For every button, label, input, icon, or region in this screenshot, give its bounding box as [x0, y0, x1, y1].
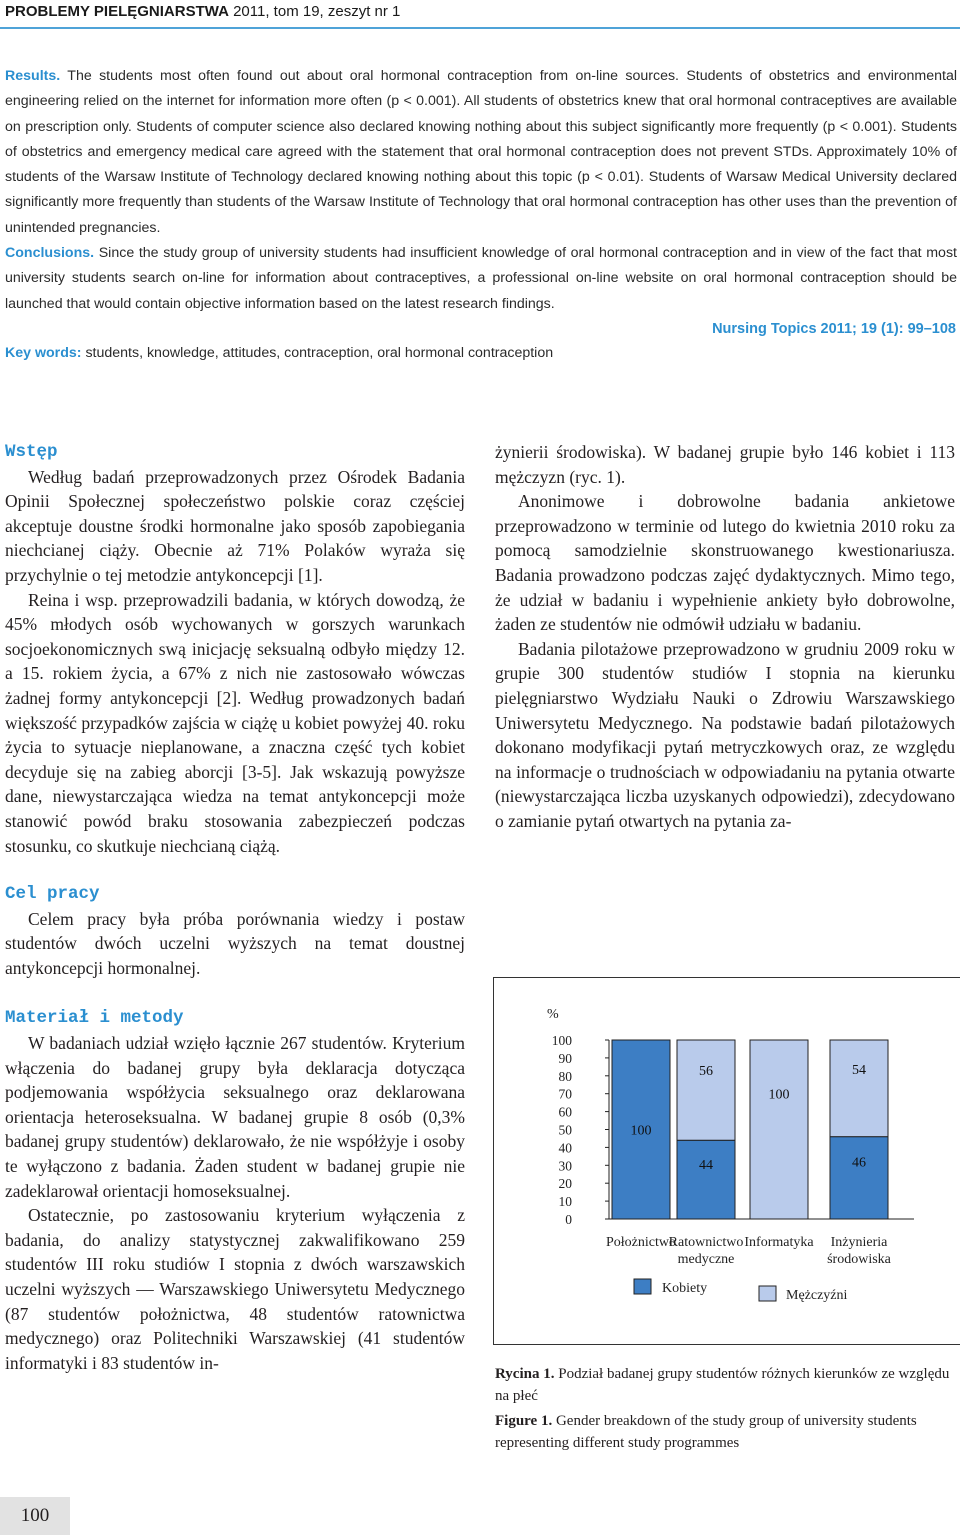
caption-en: [495, 1411, 957, 1454]
y-tick-label: 70: [558, 1086, 572, 1102]
y-tick-label: 100: [551, 1033, 572, 1048]
x-category-label: Położnictwo: [606, 1235, 676, 1250]
paragraph: W badaniach udział wzięło łącznie 267 studentów. Kryterium włączenia do badanej grupy była deklaracja dotycząca podjemowania współżycia seksualnego oraz deklarowana orientacja heteroseksualna. W badanej grupie 8 osób (0,3% badanej grupy studentów) deklarowało, że nie współżyje i osoby te wyłączono z badania. Żaden student w badanej grupie nie zadeklarował orientacji homoseksualnej.: [5, 1033, 465, 1201]
page-number: 100: [0, 1497, 70, 1535]
left-column: [5, 440, 465, 1375]
y-tick-label: 60: [558, 1104, 572, 1120]
journal-title: [5, 3, 400, 20]
results-label: Results.: [5, 68, 61, 84]
bar-kobiety: [830, 1137, 888, 1219]
y-tick-label: 40: [558, 1140, 572, 1156]
keywords-label: Key words:: [5, 345, 82, 361]
legend-label: Kobiety: [662, 1281, 708, 1296]
legend-label: Mężczyźni: [786, 1288, 848, 1303]
legend-swatch-mezczyzni: [759, 1286, 776, 1301]
x-category-label: medyczne: [677, 1252, 735, 1267]
abstract: [5, 64, 957, 317]
conclusions-text: Since the study group of university students had insufficient knowledge of oral hormonal contraception and in view of the fact that most university students search on-line for information about contraceptives, a professional on-line website on oral hormonal contraception should be launched that would contain objective information based on the latest research findings.: [5, 245, 957, 312]
bar-value-label: 54: [852, 1062, 866, 1078]
paragraph: Według badań przeprowadzonych przez Ośrodek Badania Opinii Społecznej społeczeństwo polskie coraz częściej akceptuje doustne środki hormonalne jako sposób zapobiegania niechcianej ciąży. Obecnie aż 71% Polaków wyraża się przychylnie o tej metodzie antykoncepcji [1].: [5, 466, 465, 585]
y-tick-label: 90: [558, 1050, 572, 1066]
bar-value-label: 100: [768, 1087, 790, 1103]
conclusions-label: Conclusions.: [5, 245, 95, 262]
paragraph: Anonimowe i dobrowolne badania ankietowe przeprowadzono w terminie od lutego do kwietnia 2010 roku za pomocą samodzielnie skonstruowanego kwestionariusza. Badania prowadzono podczas zajęć dydaktycznych. Mimo tego, że udział w badaniu i wypełnienie ankiety było dobrowolne, żaden ze studentów nie odmówił udziału w badaniu.: [495, 491, 955, 635]
caption-pl: [495, 1364, 957, 1407]
bar-mężczyźni: [750, 1040, 808, 1219]
y-tick-label: 0: [565, 1212, 572, 1227]
bar-value-label: 56: [699, 1064, 713, 1080]
caption-pl-label: Rycina 1.: [495, 1366, 555, 1382]
y-tick-label: 10: [558, 1194, 572, 1210]
caption-en-label: Figure 1.: [495, 1413, 553, 1429]
section-title-wstep: Wstęp: [5, 442, 58, 462]
bar-value-label: 44: [699, 1157, 713, 1173]
x-category-label: środowiska: [827, 1252, 891, 1267]
x-category-label: Informatyka: [744, 1235, 814, 1250]
citation: Nursing Topics 2011; 19 (1): 99–108: [712, 321, 956, 337]
bar-mężczyźni: [677, 1040, 735, 1140]
legend-swatch-kobiety: [634, 1279, 651, 1294]
right-column: [495, 440, 955, 834]
y-axis-label: %: [547, 1007, 559, 1022]
journal-issue: 2011, tom 19, zeszyt nr 1: [233, 3, 401, 20]
keywords-text: students, knowledge, attitudes, contraception, oral hormonal contraception: [85, 345, 554, 361]
figure-caption: [495, 1364, 957, 1458]
stacked-bar-chart: [494, 978, 960, 1344]
caption-pl-text: Podział badanej grupy studentów różnych kierunków ze względu na płeć: [495, 1366, 950, 1404]
header-rule: [0, 27, 960, 29]
bar-value-label: 46: [852, 1155, 866, 1171]
paragraph: Reina i wsp. przeprowadzili badania, w których dowodzą, że 45% młodych osób wychowanych w gorszych warunkach socjoekonomicznych swą inicjację seksualną odbyło między 12. a 15. rokiem życia, a 67% z nich nie zastosowało wówczas żadnej formy antykoncepcji [2]. Według prowadzonych badań większość przypadków zajścia w ciążę u kobiet powyżej 40. roku życia to sytuacje nieplanowane, a znaczna część tych kobiet decyduje się na zabieg aborcji [3-5]. Jak wskazują powyższe dane, niewystarczająca wiedza na temat antykoncepcji może stanowić powód braku stosowania zabezpieczeń podczas stosunku, co skutkuje niechcianą ciążą.: [5, 589, 465, 856]
section-title-material: Materiał i metody: [5, 1008, 184, 1029]
keywords: [5, 345, 553, 361]
paragraph: Celem pracy była próba porównania wiedzy i postaw studentów dwóch uczelni wyższych na temat doustnej antykoncepcji hormonalnej.: [5, 908, 465, 978]
figure-1: [493, 977, 960, 1345]
bar-mężczyźni: [830, 1040, 888, 1137]
y-tick-label: 50: [558, 1122, 572, 1138]
section-title-cel: Cel pracy: [5, 884, 100, 905]
journal-header: [0, 0, 960, 26]
paragraph: Badania pilotażowe przeprowadzono w grudniu 2009 roku w grupie 300 studentów studiów I stopnia na kierunku pielęgniarstwo Wydziału Nauki o Zdrowiu Warszawskiego Uniwersytetu Medycznego. Na podstawie badań pilotażowych dokonano modyfikacji pytań metryczkowych oraz, ze względu na informacje o trudnościach w odpowiadaniu na pytania otwarte (niewystarczająca liczba uzyskanych odpowiedzi), zdecydowano o zamianie pytań otwartych na pytania za-: [495, 638, 955, 831]
x-category-label: Inżynieria: [830, 1235, 888, 1250]
x-category-label: Ratownictwo: [668, 1235, 744, 1250]
results-text: The students most often found out about oral hormonal contraception from on-line sources. Students of obstetrics and environmental engineering relied on the internet for information more often (p < 0.001). All students of obstetrics knew that oral hormonal contraceptives are available on prescription only. Students of computer science also declared knowing nothing about this subject significantly more frequently (p < 0.001). Students of obstetrics and emergency medical care agreed with the statement that oral hormonal contraception does not prevent STDs. Approximately 10% of students of the Warsaw Institute of Technology declared knowing nothing about this topic (p < 0.01). Students of Warsaw Medical University declared significantly more frequently than students of the Warsaw Institute of Technology that oral hormonal contraception has other uses than the prevention of unintended pregnancies.: [5, 68, 958, 236]
y-tick-label: 20: [558, 1176, 572, 1192]
bar-kobiety: [677, 1140, 735, 1219]
y-tick-label: 30: [558, 1158, 572, 1174]
paragraph: Ostatecznie, po zastosowaniu kryterium wyłączenia z badania, do analizy statystycznej zakwalifikowano 259 studentów III roku studiów I stopnia z dwóch warszawskich uczelni wyższych — Warszawskiego Uniwersytetu Medycznego (87 studentów położnictwa, 48 studentów ratownictwa medycznego) oraz Politechniki Warszawskiej (41 studentów informatyki i 83 studentów in-: [5, 1205, 465, 1373]
bar-value-label: 100: [630, 1123, 652, 1139]
paragraph: żynierii środowiska). W badanej grupie było 146 kobiet i 113 mężczyzn (ryc. 1).: [495, 442, 955, 487]
journal-name: PROBLEMY PIELĘGNIARSTWA: [5, 3, 229, 20]
y-tick-label: 80: [558, 1068, 572, 1084]
caption-en-text: Gender breakdown of the study group of university students representing different study programmes: [495, 1413, 917, 1451]
